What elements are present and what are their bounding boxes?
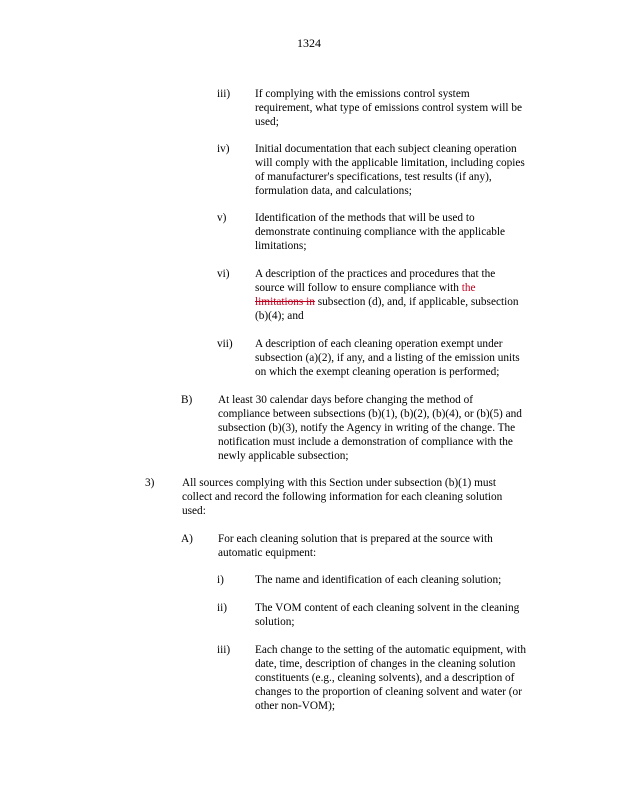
text-line: solution; [255,615,295,628]
item-text [255,268,585,324]
inserted-text: the [461,281,476,294]
text-line: will comply with the applicable limitation, including copies [255,156,525,169]
item-text [182,477,582,519]
text-line: All sources complying with this Section under subsection (b)(1) must [182,477,497,489]
text-line: notification must include a demonstration of compliance with the [218,435,513,448]
text-line: other non-VOM); [255,699,336,712]
item-text [218,533,598,561]
text-line [255,296,585,310]
item-marker: B) [181,394,193,406]
text-line: Each change to the setting of the automatic equipment, with [255,644,527,656]
item-marker: ii) [217,602,228,614]
item-text [255,644,585,714]
deleted-text: limitations in [255,295,315,308]
text-line: The name and identification of each cleaning solution; [255,574,502,586]
text-line: limitations; [255,239,307,252]
text-run: and, if applicable, subsection [387,295,519,308]
text-line: compliance between subsections (b)(1), (b)(2), (b)(4), or (b)(5) and [218,407,522,420]
item-marker: i) [217,574,224,586]
text-line: The VOM content of each cleaning solvent in the cleaning [255,602,520,614]
item-text [255,602,585,630]
text-line: used: [182,504,206,517]
text-run: subsection (d), [317,295,385,308]
text-run: source will follow to ensure compliance with [255,281,459,294]
text-line: For each cleaning solution that is prepared at the source with [218,533,493,545]
text-line: on which the exempt cleaning operation is performed; [255,365,500,378]
item-text [255,143,585,199]
text-line: used; [255,115,279,128]
text-line: A description of the practices and procedures that the [255,268,496,280]
text-line: constituents (e.g., cleaning solvents), and a description of [255,671,515,684]
item-text [255,88,585,130]
item-marker: v) [217,212,227,224]
text-line: changes to the proportion of cleaning solvent and water (or [255,685,522,698]
item-marker: A) [181,533,193,545]
item-marker: iii) [217,644,231,656]
text-line: requirement, what type of emissions control system will be [255,101,522,114]
text-line: automatic equipment: [218,546,317,559]
text-line: demonstrate continuing compliance with the applicable [255,225,506,238]
item-marker: vi) [217,268,230,280]
text-line: (b)(4); and [255,309,304,322]
text-line: subsection (a)(2), if any, and a listing of the emission units [255,351,520,364]
text-line: Identification of the methods that will be used to [255,212,475,224]
text-line: of manufacturer's specifications, test results (if any), [255,170,492,183]
item-text [255,574,585,588]
text-line: collect and record the following information for each cleaning solution [182,490,503,503]
text-line: date, time, description of changes in the cleaning solution [255,657,516,670]
text-line: Initial documentation that each subject cleaning operation [255,143,517,155]
text-line: At least 30 calendar days before changing the method of [218,394,474,406]
text-line: If complying with the emissions control system [255,88,470,100]
item-text [255,212,585,254]
item-marker: 3) [145,477,155,489]
item-marker: iii) [217,88,231,100]
page-number: 1324 [297,36,321,50]
item-marker: iv) [217,143,230,155]
item-text [218,394,598,464]
item-text [255,338,585,380]
text-line: newly applicable subsection; [218,449,349,462]
text-line: subsection (b)(3), notify the Agency in writing of the change. The [218,421,516,434]
text-line: A description of each cleaning operation exempt under [255,338,503,350]
text-line [255,282,585,296]
text-line: formulation data, and calculations; [255,184,412,197]
item-marker: vii) [217,338,233,350]
